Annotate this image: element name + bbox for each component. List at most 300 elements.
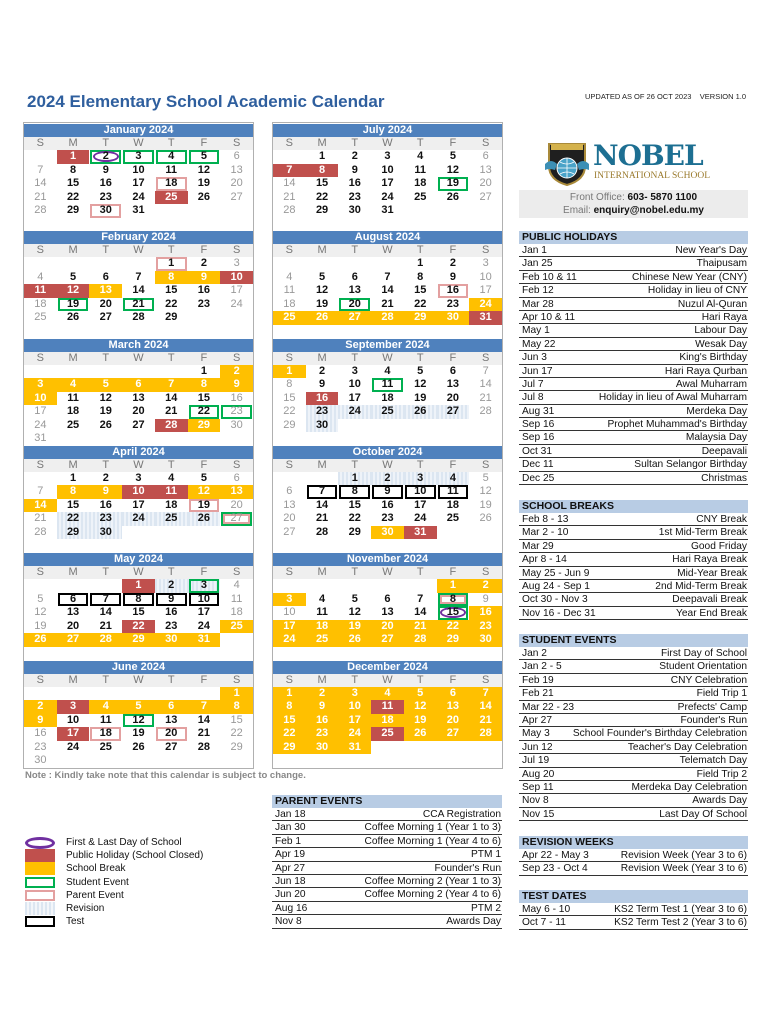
day-cell[interactable] (57, 378, 90, 392)
day-cell[interactable] (306, 191, 339, 205)
day-cell[interactable] (371, 177, 404, 191)
day-cell[interactable] (273, 727, 306, 741)
day-cell[interactable] (273, 700, 306, 714)
day-cell[interactable] (155, 579, 188, 593)
day-cell[interactable] (188, 579, 221, 593)
day-cell[interactable] (89, 298, 122, 312)
day-cell[interactable] (220, 378, 253, 392)
day-cell[interactable] (306, 378, 339, 392)
day-cell[interactable] (404, 177, 437, 191)
day-cell[interactable] (404, 512, 437, 526)
day-cell[interactable] (122, 633, 155, 647)
day-cell[interactable] (24, 512, 57, 526)
day-cell[interactable] (437, 284, 470, 298)
day-cell[interactable] (338, 727, 371, 741)
day-cell[interactable] (371, 164, 404, 178)
day-cell[interactable] (89, 150, 122, 164)
day-cell[interactable] (57, 485, 90, 499)
day-cell[interactable] (338, 606, 371, 620)
day-cell[interactable] (220, 419, 253, 433)
day-cell[interactable] (188, 633, 221, 647)
day-cell[interactable] (371, 392, 404, 406)
day-cell[interactable] (404, 150, 437, 164)
day-cell[interactable] (306, 512, 339, 526)
day-cell[interactable] (188, 512, 221, 526)
day-cell[interactable] (371, 271, 404, 285)
day-cell[interactable] (404, 284, 437, 298)
day-cell[interactable] (404, 606, 437, 620)
day-cell[interactable] (306, 687, 339, 701)
day-cell[interactable] (57, 512, 90, 526)
day-cell[interactable] (155, 499, 188, 513)
day-cell[interactable] (437, 177, 470, 191)
day-cell[interactable] (220, 405, 253, 419)
day-cell[interactable] (338, 284, 371, 298)
day-cell[interactable] (371, 485, 404, 499)
day-cell[interactable] (155, 378, 188, 392)
day-cell[interactable] (188, 191, 221, 205)
day-cell[interactable] (273, 526, 306, 540)
day-cell[interactable] (89, 419, 122, 433)
day-cell[interactable] (89, 700, 122, 714)
day-cell[interactable] (469, 378, 502, 392)
day-cell[interactable] (306, 714, 339, 728)
day-cell[interactable] (188, 271, 221, 285)
day-cell[interactable] (57, 298, 90, 312)
day-cell[interactable] (155, 257, 188, 271)
day-cell[interactable] (437, 687, 470, 701)
day-cell[interactable] (306, 164, 339, 178)
day-cell[interactable] (24, 419, 57, 433)
day-cell[interactable] (437, 579, 470, 593)
day-cell[interactable] (437, 378, 470, 392)
day-cell[interactable] (371, 633, 404, 647)
day-cell[interactable] (469, 257, 502, 271)
day-cell[interactable] (469, 191, 502, 205)
day-cell[interactable] (24, 311, 57, 325)
day-cell[interactable] (188, 164, 221, 178)
day-cell[interactable] (306, 204, 339, 218)
day-cell[interactable] (188, 620, 221, 634)
day-cell[interactable] (437, 633, 470, 647)
day-cell[interactable] (404, 365, 437, 379)
day-cell[interactable] (122, 714, 155, 728)
day-cell[interactable] (155, 298, 188, 312)
day-cell[interactable] (437, 271, 470, 285)
day-cell[interactable] (24, 191, 57, 205)
day-cell[interactable] (155, 271, 188, 285)
day-cell[interactable] (24, 164, 57, 178)
day-cell[interactable] (57, 392, 90, 406)
day-cell[interactable] (122, 271, 155, 285)
day-cell[interactable] (306, 499, 339, 513)
day-cell[interactable] (122, 472, 155, 486)
day-cell[interactable] (155, 191, 188, 205)
day-cell[interactable] (338, 714, 371, 728)
day-cell[interactable] (89, 204, 122, 218)
day-cell[interactable] (155, 311, 188, 325)
day-cell[interactable] (404, 311, 437, 325)
day-cell[interactable] (188, 419, 221, 433)
day-cell[interactable] (469, 620, 502, 634)
day-cell[interactable] (155, 700, 188, 714)
day-cell[interactable] (338, 499, 371, 513)
day-cell[interactable] (273, 687, 306, 701)
day-cell[interactable] (273, 177, 306, 191)
day-cell[interactable] (469, 633, 502, 647)
day-cell[interactable] (469, 727, 502, 741)
day-cell[interactable] (338, 700, 371, 714)
day-cell[interactable] (371, 378, 404, 392)
day-cell[interactable] (371, 727, 404, 741)
day-cell[interactable] (469, 271, 502, 285)
day-cell[interactable] (371, 526, 404, 540)
day-cell[interactable] (220, 512, 253, 526)
day-cell[interactable] (220, 271, 253, 285)
day-cell[interactable] (469, 392, 502, 406)
day-cell[interactable] (24, 499, 57, 513)
day-cell[interactable] (155, 485, 188, 499)
day-cell[interactable] (371, 687, 404, 701)
day-cell[interactable] (437, 311, 470, 325)
day-cell[interactable] (122, 579, 155, 593)
day-cell[interactable] (57, 606, 90, 620)
day-cell[interactable] (404, 191, 437, 205)
day-cell[interactable] (122, 177, 155, 191)
day-cell[interactable] (220, 579, 253, 593)
day-cell[interactable] (306, 606, 339, 620)
day-cell[interactable] (89, 633, 122, 647)
day-cell[interactable] (371, 191, 404, 205)
day-cell[interactable] (24, 714, 57, 728)
day-cell[interactable] (338, 620, 371, 634)
day-cell[interactable] (469, 606, 502, 620)
day-cell[interactable] (273, 378, 306, 392)
day-cell[interactable] (89, 714, 122, 728)
day-cell[interactable] (89, 191, 122, 205)
day-cell[interactable] (57, 700, 90, 714)
day-cell[interactable] (306, 485, 339, 499)
day-cell[interactable] (89, 164, 122, 178)
day-cell[interactable] (89, 177, 122, 191)
day-cell[interactable] (188, 700, 221, 714)
day-cell[interactable] (371, 499, 404, 513)
day-cell[interactable] (273, 633, 306, 647)
day-cell[interactable] (57, 191, 90, 205)
day-cell[interactable] (24, 405, 57, 419)
day-cell[interactable] (469, 311, 502, 325)
day-cell[interactable] (306, 526, 339, 540)
day-cell[interactable] (338, 271, 371, 285)
day-cell[interactable] (155, 405, 188, 419)
day-cell[interactable] (155, 177, 188, 191)
day-cell[interactable] (24, 741, 57, 755)
day-cell[interactable] (469, 365, 502, 379)
day-cell[interactable] (469, 472, 502, 486)
day-cell[interactable] (57, 727, 90, 741)
day-cell[interactable] (57, 593, 90, 607)
day-cell[interactable] (437, 164, 470, 178)
day-cell[interactable] (437, 606, 470, 620)
day-cell[interactable] (469, 150, 502, 164)
day-cell[interactable] (437, 593, 470, 607)
day-cell[interactable] (220, 714, 253, 728)
day-cell[interactable] (371, 284, 404, 298)
day-cell[interactable] (122, 164, 155, 178)
day-cell[interactable] (188, 392, 221, 406)
day-cell[interactable] (122, 606, 155, 620)
day-cell[interactable] (57, 150, 90, 164)
day-cell[interactable] (273, 365, 306, 379)
day-cell[interactable] (338, 164, 371, 178)
day-cell[interactable] (122, 405, 155, 419)
day-cell[interactable] (306, 419, 339, 433)
day-cell[interactable] (371, 405, 404, 419)
day-cell[interactable] (57, 164, 90, 178)
day-cell[interactable] (188, 593, 221, 607)
day-cell[interactable] (273, 284, 306, 298)
day-cell[interactable] (469, 164, 502, 178)
day-cell[interactable] (338, 191, 371, 205)
day-cell[interactable] (404, 298, 437, 312)
day-cell[interactable] (404, 499, 437, 513)
day-cell[interactable] (437, 499, 470, 513)
day-cell[interactable] (220, 298, 253, 312)
day-cell[interactable] (404, 405, 437, 419)
day-cell[interactable] (437, 485, 470, 499)
day-cell[interactable] (89, 485, 122, 499)
day-cell[interactable] (220, 727, 253, 741)
day-cell[interactable] (306, 700, 339, 714)
day-cell[interactable] (306, 593, 339, 607)
day-cell[interactable] (306, 298, 339, 312)
day-cell[interactable] (24, 432, 57, 446)
day-cell[interactable] (338, 298, 371, 312)
day-cell[interactable] (155, 633, 188, 647)
day-cell[interactable] (188, 741, 221, 755)
day-cell[interactable] (57, 284, 90, 298)
day-cell[interactable] (306, 405, 339, 419)
day-cell[interactable] (306, 620, 339, 634)
day-cell[interactable] (404, 164, 437, 178)
day-cell[interactable] (57, 177, 90, 191)
day-cell[interactable] (220, 365, 253, 379)
day-cell[interactable] (404, 472, 437, 486)
day-cell[interactable] (122, 298, 155, 312)
day-cell[interactable] (220, 257, 253, 271)
day-cell[interactable] (273, 606, 306, 620)
day-cell[interactable] (122, 499, 155, 513)
email-address[interactable]: enquiry@nobel.edu.my (593, 205, 704, 216)
day-cell[interactable] (404, 714, 437, 728)
day-cell[interactable] (273, 499, 306, 513)
day-cell[interactable] (89, 499, 122, 513)
day-cell[interactable] (469, 298, 502, 312)
day-cell[interactable] (404, 257, 437, 271)
day-cell[interactable] (220, 485, 253, 499)
day-cell[interactable] (306, 365, 339, 379)
day-cell[interactable] (122, 150, 155, 164)
day-cell[interactable] (188, 298, 221, 312)
day-cell[interactable] (89, 405, 122, 419)
day-cell[interactable] (188, 405, 221, 419)
day-cell[interactable] (404, 633, 437, 647)
day-cell[interactable] (220, 687, 253, 701)
day-cell[interactable] (89, 378, 122, 392)
day-cell[interactable] (404, 700, 437, 714)
day-cell[interactable] (188, 714, 221, 728)
day-cell[interactable] (57, 620, 90, 634)
day-cell[interactable] (338, 526, 371, 540)
day-cell[interactable] (220, 392, 253, 406)
day-cell[interactable] (404, 378, 437, 392)
day-cell[interactable] (371, 593, 404, 607)
day-cell[interactable] (338, 177, 371, 191)
day-cell[interactable] (437, 298, 470, 312)
day-cell[interactable] (89, 727, 122, 741)
day-cell[interactable] (122, 311, 155, 325)
day-cell[interactable] (155, 392, 188, 406)
day-cell[interactable] (338, 485, 371, 499)
day-cell[interactable] (404, 526, 437, 540)
day-cell[interactable] (188, 177, 221, 191)
day-cell[interactable] (220, 593, 253, 607)
day-cell[interactable] (89, 472, 122, 486)
day-cell[interactable] (469, 284, 502, 298)
day-cell[interactable] (371, 298, 404, 312)
day-cell[interactable] (89, 284, 122, 298)
day-cell[interactable] (24, 298, 57, 312)
day-cell[interactable] (371, 311, 404, 325)
day-cell[interactable] (57, 204, 90, 218)
day-cell[interactable] (24, 485, 57, 499)
day-cell[interactable] (469, 593, 502, 607)
day-cell[interactable] (437, 365, 470, 379)
day-cell[interactable] (338, 687, 371, 701)
day-cell[interactable] (469, 405, 502, 419)
day-cell[interactable] (338, 392, 371, 406)
day-cell[interactable] (24, 754, 57, 768)
day-cell[interactable] (155, 727, 188, 741)
day-cell[interactable] (24, 177, 57, 191)
day-cell[interactable] (338, 593, 371, 607)
day-cell[interactable] (89, 593, 122, 607)
day-cell[interactable] (273, 191, 306, 205)
day-cell[interactable] (273, 620, 306, 634)
day-cell[interactable] (306, 392, 339, 406)
day-cell[interactable] (338, 633, 371, 647)
day-cell[interactable] (338, 512, 371, 526)
day-cell[interactable] (122, 191, 155, 205)
day-cell[interactable] (220, 164, 253, 178)
day-cell[interactable] (155, 164, 188, 178)
day-cell[interactable] (155, 620, 188, 634)
day-cell[interactable] (24, 593, 57, 607)
day-cell[interactable] (24, 700, 57, 714)
day-cell[interactable] (122, 204, 155, 218)
day-cell[interactable] (122, 741, 155, 755)
day-cell[interactable] (338, 204, 371, 218)
day-cell[interactable] (155, 284, 188, 298)
day-cell[interactable] (89, 741, 122, 755)
day-cell[interactable] (469, 512, 502, 526)
day-cell[interactable] (371, 714, 404, 728)
day-cell[interactable] (24, 727, 57, 741)
day-cell[interactable] (220, 700, 253, 714)
day-cell[interactable] (437, 714, 470, 728)
day-cell[interactable] (122, 727, 155, 741)
day-cell[interactable] (338, 472, 371, 486)
day-cell[interactable] (338, 378, 371, 392)
day-cell[interactable] (122, 700, 155, 714)
day-cell[interactable] (188, 257, 221, 271)
day-cell[interactable] (89, 512, 122, 526)
day-cell[interactable] (469, 687, 502, 701)
day-cell[interactable] (273, 271, 306, 285)
day-cell[interactable] (404, 727, 437, 741)
day-cell[interactable] (437, 700, 470, 714)
day-cell[interactable] (57, 741, 90, 755)
day-cell[interactable] (57, 526, 90, 540)
day-cell[interactable] (338, 741, 371, 755)
day-cell[interactable] (273, 204, 306, 218)
day-cell[interactable] (89, 620, 122, 634)
day-cell[interactable] (220, 472, 253, 486)
day-cell[interactable] (188, 378, 221, 392)
day-cell[interactable] (371, 365, 404, 379)
day-cell[interactable] (469, 700, 502, 714)
day-cell[interactable] (371, 620, 404, 634)
day-cell[interactable] (273, 512, 306, 526)
day-cell[interactable] (155, 741, 188, 755)
day-cell[interactable] (273, 405, 306, 419)
day-cell[interactable] (437, 405, 470, 419)
day-cell[interactable] (220, 177, 253, 191)
day-cell[interactable] (338, 150, 371, 164)
day-cell[interactable] (57, 472, 90, 486)
day-cell[interactable] (188, 606, 221, 620)
day-cell[interactable] (306, 150, 339, 164)
day-cell[interactable] (273, 485, 306, 499)
day-cell[interactable] (89, 392, 122, 406)
day-cell[interactable] (404, 392, 437, 406)
day-cell[interactable] (338, 365, 371, 379)
day-cell[interactable] (24, 620, 57, 634)
day-cell[interactable] (24, 526, 57, 540)
day-cell[interactable] (24, 606, 57, 620)
day-cell[interactable] (273, 164, 306, 178)
day-cell[interactable] (57, 405, 90, 419)
day-cell[interactable] (155, 419, 188, 433)
day-cell[interactable] (155, 593, 188, 607)
day-cell[interactable] (273, 714, 306, 728)
day-cell[interactable] (306, 727, 339, 741)
day-cell[interactable] (155, 606, 188, 620)
day-cell[interactable] (371, 204, 404, 218)
day-cell[interactable] (437, 392, 470, 406)
day-cell[interactable] (155, 150, 188, 164)
day-cell[interactable] (469, 177, 502, 191)
day-cell[interactable] (437, 512, 470, 526)
day-cell[interactable] (122, 593, 155, 607)
day-cell[interactable] (371, 512, 404, 526)
day-cell[interactable] (122, 512, 155, 526)
day-cell[interactable] (404, 593, 437, 607)
day-cell[interactable] (188, 727, 221, 741)
day-cell[interactable] (306, 284, 339, 298)
day-cell[interactable] (306, 311, 339, 325)
day-cell[interactable] (57, 714, 90, 728)
